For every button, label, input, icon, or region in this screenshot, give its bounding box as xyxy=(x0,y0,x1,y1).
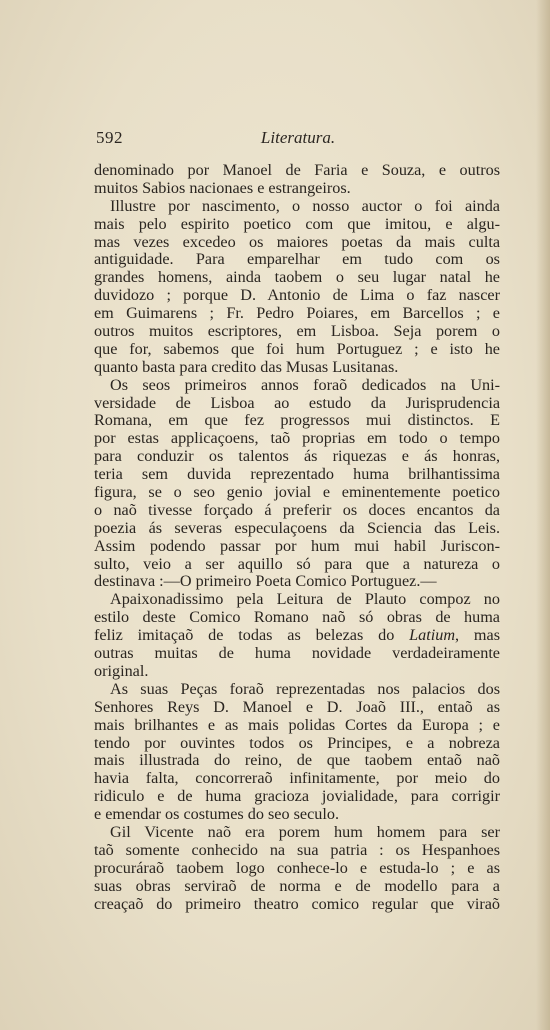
text-line: duvidozo ; porque D. Antonio de Lima o faz nascer xyxy=(94,286,500,305)
page-header xyxy=(96,128,500,150)
text-line: por estas applicaçoens, taõ proprias em todo o tempo xyxy=(94,429,500,448)
paragraph xyxy=(94,377,500,592)
text-line: que for, sabemos que foi hum Portuguez ; e isto he xyxy=(94,339,500,358)
text-line: Apaixonadissimo pela Leitura de Plauto compoz no xyxy=(110,590,500,609)
text-line: ridiculo e de huma gracioza jovialidade, para corrigir xyxy=(94,787,500,806)
paragraph xyxy=(94,824,500,913)
text-line: poezia ás severas especulaçoens da Sciencia das Leis. xyxy=(94,518,500,537)
text-line: outros muitos escriptores, em Lisboa. Seja porem o xyxy=(94,322,500,341)
text-line: As suas Peças foraõ reprezentadas nos palacios dos xyxy=(110,679,500,698)
text-line: Gil Vicente naõ era porem hum homem para ser xyxy=(110,822,500,841)
text-line: tendo por ouvintes todos os Principes, e a nobreza xyxy=(94,733,500,752)
italic-word: Latium xyxy=(409,626,456,645)
paragraph xyxy=(94,591,500,680)
text-line: suas obras serviraõ de norma e de modello para a xyxy=(94,876,500,895)
text-line: e emendar os costumes do seo seculo. xyxy=(94,805,339,824)
paragraph xyxy=(94,198,500,377)
body-text xyxy=(94,162,500,913)
text-line: Senhores Reys D. Manoel e D. Joaõ III., entaõ as xyxy=(94,697,500,716)
text-line: antiguidade. Para emparelhar em tudo com os xyxy=(94,250,500,269)
text-line: mas vezes excedeo os maiores poetas da mais culta xyxy=(94,232,500,251)
text-line: mais illustrada do reino, de que taobem entaõ naõ xyxy=(94,751,500,770)
text-line: creaçaõ do primeiro theatro comico regular que viraõ xyxy=(94,894,500,913)
text-line: havia falta, concorreraõ infinitamente, por meio do xyxy=(94,769,500,788)
running-head: Literatura. xyxy=(260,128,336,147)
page-number: 592 xyxy=(96,128,123,147)
text-line: versidade de Lisboa ao estudo da Jurisprudencia xyxy=(94,393,500,412)
paragraph xyxy=(94,162,500,198)
text-line: estilo deste Comico Romano naõ só obras de huma xyxy=(94,608,500,627)
text-line: quanto basta para credito das Musas Lusitanas. xyxy=(94,357,399,376)
text-line: figura, se o seo genio jovial e eminentemente poetico xyxy=(94,483,500,502)
text-line: Os seos primeiros annos foraõ dedicados na Uni- xyxy=(110,375,500,394)
text-line: original. xyxy=(94,661,149,680)
text-line: feliz imitaçaõ de todas as belezas do Latium, mas xyxy=(94,626,500,645)
text-line: mais pelo espirito poetico com que imitou, e algu- xyxy=(94,214,500,233)
text-line: procuráraõ taobem logo conhece-lo e estuda-lo ; e as xyxy=(94,858,500,877)
text-line: outras muitas de huma novidade verdadeiramente xyxy=(94,644,500,663)
text-line: denominado por Manoel de Faria e Souza, e outros xyxy=(94,161,500,179)
text-line: sulto, veio a ser aquillo só para que a natureza o xyxy=(94,554,500,573)
text-line: em Guimarens ; Fr. Pedro Poiares, em Barcellos ; e xyxy=(94,304,500,323)
text-line: taõ somente conhecido na sua patria : os Hespanhoes xyxy=(94,840,500,859)
text-line: destinava :—O primeiro Poeta Comico Portuguez.— xyxy=(94,572,437,591)
text-line: Illustre por nascimento, o nosso auctor o foi ainda xyxy=(110,196,500,215)
text-line: grandes homens, ainda taobem o seu lugar natal he xyxy=(94,268,500,287)
text-line: muitos Sabios nacionaes e estrangeiros. xyxy=(94,178,351,197)
text-line: Assim podendo passar por hum mui habil Juriscon- xyxy=(94,536,500,555)
paragraph xyxy=(94,681,500,824)
text-line: mais brilhantes e as mais polidas Cortes da Europa ; e xyxy=(94,715,500,734)
text-line: teria sem duvida reprezentado huma brilhantissima xyxy=(94,465,500,484)
page-edge-shadow xyxy=(536,0,550,1030)
text-line: o naõ tivesse forçado á preferir os doces encantos da xyxy=(94,500,500,519)
text-line: Romana, em que fez progressos mui distinctos. E xyxy=(94,411,500,430)
text-line: para conduzir os talentos ás riquezas e ás honras, xyxy=(94,447,500,466)
